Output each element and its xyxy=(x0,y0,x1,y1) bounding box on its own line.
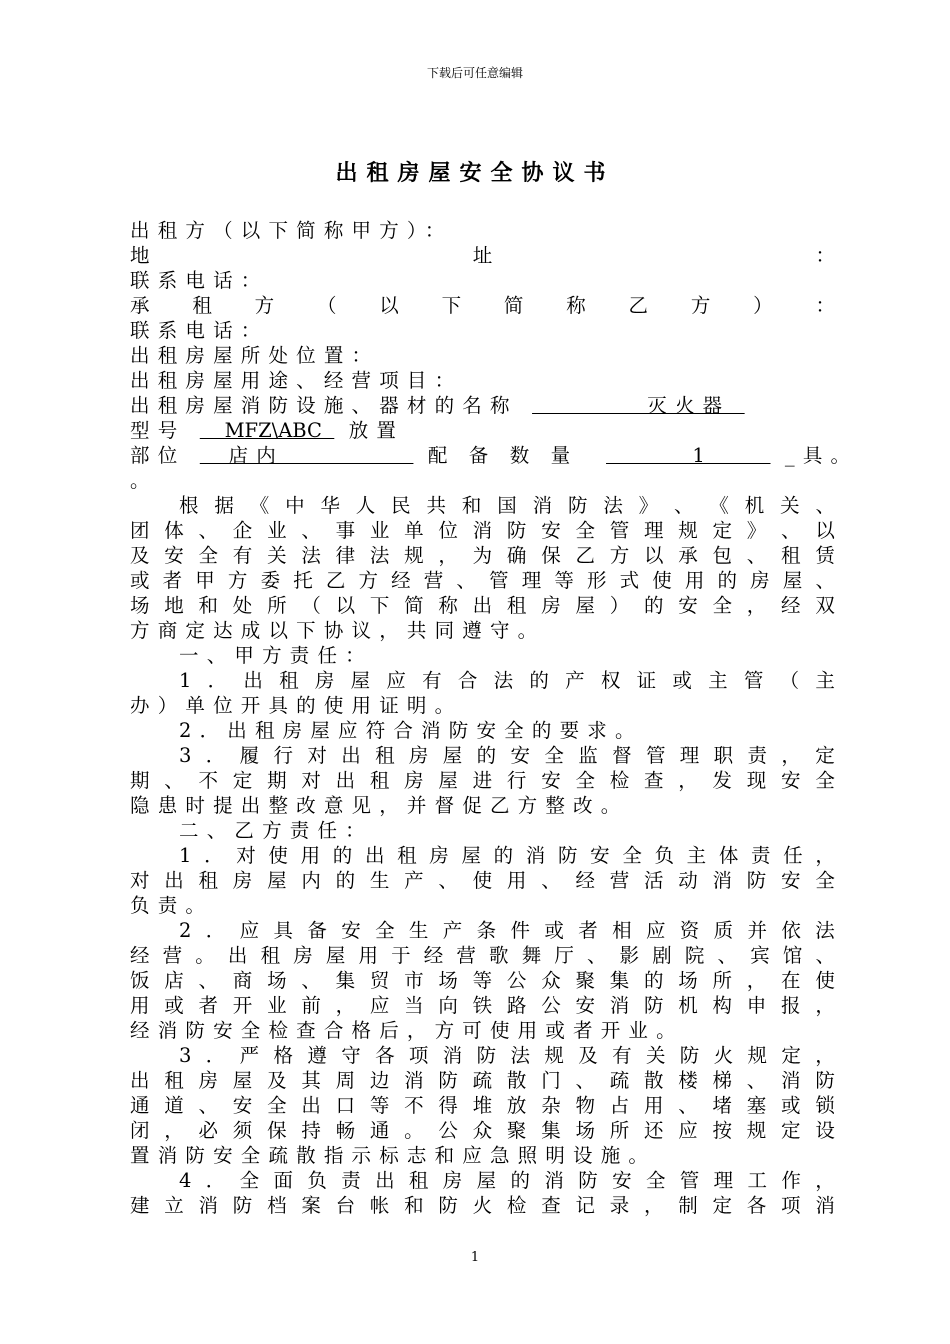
lessee-char: ： xyxy=(815,294,835,317)
lessee-char: ） xyxy=(753,294,773,317)
agreement-text xyxy=(130,493,835,1218)
section-heading: 一、甲方责任： xyxy=(179,644,373,667)
clause-line: 3 ． 履 行 对 出 租 房 屋 的 安 全 监 督 管 理 职 责 ， 定 xyxy=(179,744,835,767)
quantity-label: 配备数量 xyxy=(427,444,592,467)
clause-line: 出 租 房 屋 及 其 周 边 消 防 疏 散 门 、 疏 散 楼 梯 、 消 防 xyxy=(130,1069,835,1092)
clause-line: 1 ． 对 使 用 的 出 租 房 屋 的 消 防 安 全 负 主 体 责 任 ， xyxy=(179,844,835,867)
lessee-char: 方 xyxy=(254,294,275,317)
header-note: 下载后可任意编辑 xyxy=(426,66,523,80)
address-colon: ： xyxy=(815,244,835,267)
address-char-2: 址 xyxy=(472,244,493,267)
clause-line: 2．出租房屋应符合消防安全的要求。 xyxy=(179,719,643,742)
intro-line: 方商定达成以下协议，共同遵守。 xyxy=(130,619,546,642)
address-line xyxy=(130,243,835,268)
lessor-line: 出租方（以下简称甲方）： xyxy=(130,219,453,242)
lessee-char: （ xyxy=(316,294,337,317)
clause-line: 用 或 者 开 业 前 ， 应 当 向 铁 路 公 安 消 防 机 构 申 报 ， xyxy=(130,994,835,1017)
clause-line: 通 道 、 安 全 出 口 等 不 得 堆 放 杂 物 占 用 、 堵 塞 或 锁 xyxy=(130,1094,835,1117)
clause-line: 隐患时提出整改意见，并督促乙方整改。 xyxy=(130,794,629,817)
lessee-char: 乙 xyxy=(628,294,649,317)
usage-line: 出租房屋用途、经营项目： xyxy=(130,369,463,392)
placement-label: 放置 xyxy=(348,419,405,442)
intro-line: 根 据 《 中 华 人 民 共 和 国 消 防 法 》 、 《 机 关 、 xyxy=(179,494,835,517)
lessee-char: 称 xyxy=(566,294,586,317)
part-label: 部位 xyxy=(130,444,186,467)
lessee-line xyxy=(130,293,835,318)
intro-line: 及 安 全 有 关 法 律 法 规 ， 为 确 保 乙 方 以 承 包 、 租 赁 xyxy=(130,544,835,567)
phone-line-2: 联系电话： xyxy=(130,319,269,342)
intro-line: 场 地 和 处 所 （ 以 下 简 称 出 租 房 屋 ） 的 安 全 ， 经 双 xyxy=(130,594,835,617)
model-label: 型号 xyxy=(130,419,186,442)
intro-line: 或 者 甲 方 委 托 乙 方 经 营 、 管 理 等 形 式 使 用 的 房 屋 、 xyxy=(130,569,835,592)
lessee-char: 租 xyxy=(192,294,212,317)
clause-line: 经消防安全检查合格后，方可使用或者开业。 xyxy=(130,1019,684,1042)
clause-line: 置消防安全疏散指示标志和应急照明设施。 xyxy=(130,1144,657,1167)
quantity-unit: _具。 xyxy=(784,444,859,467)
equipment-value: 灭火器 xyxy=(532,394,745,417)
model-value: MFZ\ABC xyxy=(199,419,335,442)
section-heading: 二、乙方责任： xyxy=(179,819,373,842)
model-line xyxy=(130,418,835,443)
lessee-char: 下 xyxy=(441,294,462,317)
clause-line: 4 ． 全 面 负 责 出 租 房 屋 的 消 防 安 全 管 理 工 作 ， xyxy=(179,1169,835,1192)
part-value: 店内 xyxy=(199,444,414,467)
clause-line: 2 ． 应 具 备 安 全 生 产 条 件 或 者 相 应 资 质 并 依 法 xyxy=(179,919,835,942)
clause-line: 办）单位开具的使用证明。 xyxy=(130,694,463,717)
document-body xyxy=(130,218,859,1218)
quantity-value: 1 xyxy=(606,444,771,467)
clause-line: 1 ． 出 租 房 屋 应 有 合 法 的 产 权 证 或 主 管 （ 主 xyxy=(179,669,835,692)
trailing-mark: 。 xyxy=(130,469,150,492)
equipment-line xyxy=(130,393,835,418)
clause-line: 期 、 不 定 期 对 出 租 房 屋 进 行 安 全 检 查 ， 发 现 安 全 xyxy=(130,769,835,792)
part-quantity-line xyxy=(130,443,859,468)
phone-line-1: 联系电话： xyxy=(130,269,269,292)
clause-line: 饭 店 、 商 场 、 集 贸 市 场 等 公 众 聚 集 的 场 所 ， 在 使 xyxy=(130,969,835,992)
intro-line: 团 体 、 企 业 、 事 业 单 位 消 防 安 全 管 理 规 定 》 、 以 xyxy=(130,519,835,542)
document-title: 出租房屋安全协议书 xyxy=(335,160,615,186)
lessee-char: 承 xyxy=(130,294,150,317)
equipment-label: 出租房屋消防设施、器材的名称 xyxy=(130,394,518,417)
clause-line: 建 立 消 防 档 案 台 帐 和 防 火 检 查 记 录 ， 制 定 各 项 消 xyxy=(130,1194,835,1217)
clause-line: 闭 ， 必 须 保 持 畅 通 。 公 众 聚 集 场 所 还 应 按 规 定 设 xyxy=(130,1119,835,1142)
lessee-char: 以 xyxy=(379,294,399,317)
page-number: 1 xyxy=(470,1250,480,1265)
clause-line: 经 营 。 出 租 房 屋 用 于 经 营 歌 舞 厅 、 影 剧 院 、 宾 馆 、 xyxy=(130,944,835,967)
lessee-char: 简 xyxy=(503,294,524,317)
location-line: 出租房屋所处位置： xyxy=(130,344,380,367)
clause-line: 负责。 xyxy=(130,894,214,917)
clause-line: 对 出 租 房 屋 内 的 生 产 、 使 用 、 经 营 活 动 消 防 安 全 xyxy=(130,869,835,892)
lessee-char: 方 xyxy=(690,294,711,317)
clause-line: 3 ． 严 格 遵 守 各 项 消 防 法 规 及 有 关 防 火 规 定 ， xyxy=(179,1044,835,1067)
address-char-1: 地 xyxy=(130,244,150,267)
